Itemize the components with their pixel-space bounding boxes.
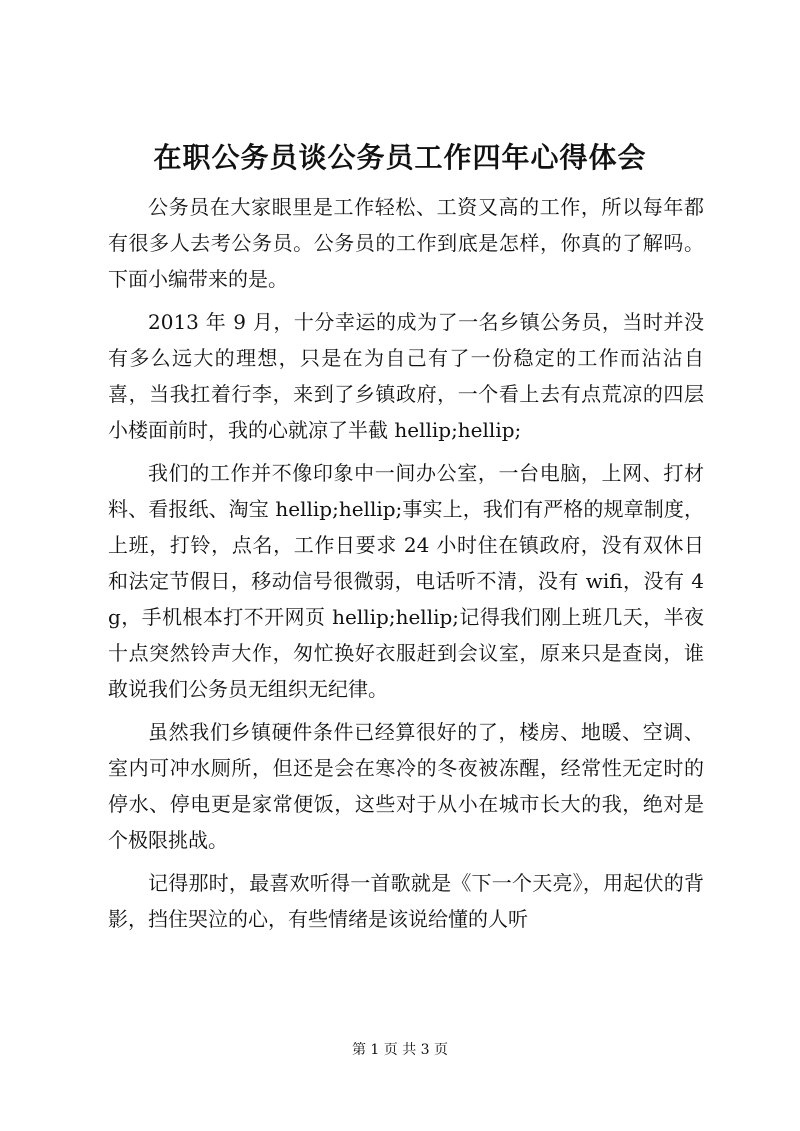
paragraph-4: 虽然我们乡镇硬件条件已经算很好的了，楼房、地暖、空调、室内可冲水厕所，但还是会在寒冷的冬夜被冻醒，经常性无定时的停水、停电更是家常便饭，这些对于从小在城市长大的我，绝对是个极限挑战。 bbox=[108, 720, 704, 852]
document-body bbox=[108, 189, 704, 944]
paragraph-1: 公务员在大家眼里是工作轻松、工资又高的工作，所以每年都有很多人去考公务员。公务员的工作到底是怎样，你真的了解吗。下面小编带来的是。 bbox=[108, 195, 704, 291]
page-title: 在职公务员谈公务员工作四年心得体会 bbox=[153, 141, 647, 174]
page-number-footer: 第 1 页 共 3 页 bbox=[351, 1042, 449, 1058]
paragraph-2: 2013 年 9 月，十分幸运的成为了一名乡镇公务员，当时并没有多么远大的理想，只是在为自己有了一份稳定的工作而沾沾自喜，当我扛着行李，来到了乡镇政府，一个看上去有点荒凉的四层小楼面前时，我的心就凉了半截 hellip;hellip; bbox=[108, 310, 704, 442]
paragraph-3: 我们的工作并不像印象中一间办公室，一台电脑，上网、打材料、看报纸、淘宝 hellip;hellip;事实上，我们有严格的规章制度，上班，打铃，点名，工作日要求 24 小时住在镇政府，没有双休日和法定节假日，移动信号很微弱，电话听不清，没有 wifi，没有 4g，手机根本打不开网页 hellip;hellip;记得我们刚上班几天，半夜十点突然铃声大作，匆忙换好衣服赶到会议室，原来只是查岗，谁敢说我们公务员无组织无纪律。 bbox=[108, 461, 704, 701]
paragraph-5: 记得那时，最喜欢听得一首歌就是《下一个天亮》，用起伏的背影，挡住哭泣的心，有些情绪是该说给懂的人听 bbox=[108, 871, 704, 931]
